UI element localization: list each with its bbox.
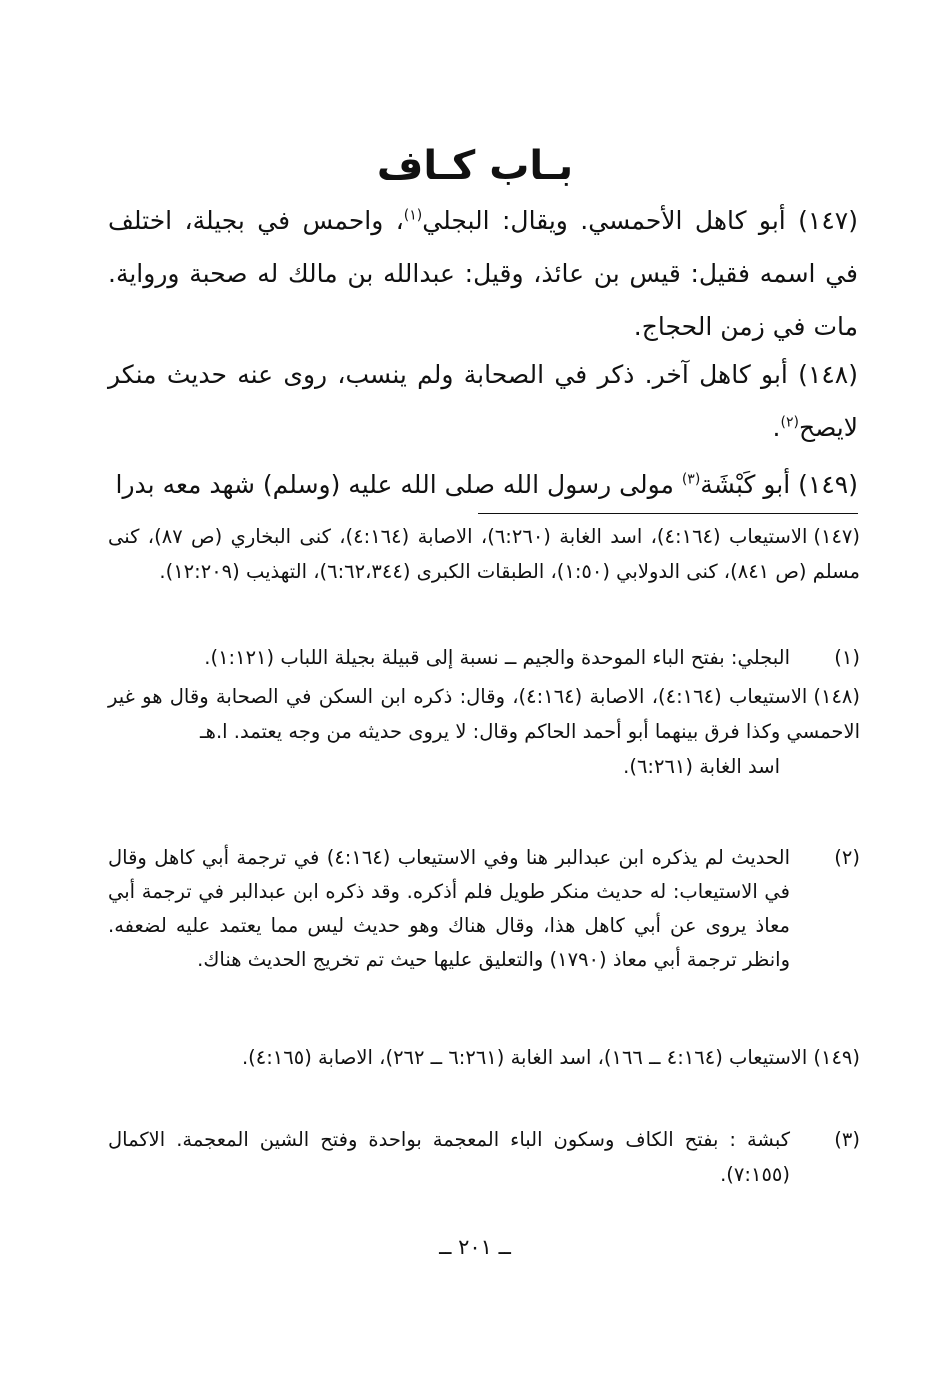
entry-number: (١٤٨)	[798, 360, 858, 389]
footnote-number: (٢)	[834, 846, 860, 869]
footnote-number: (١)	[834, 646, 860, 669]
entry-text: أبو كاهل آخر. ذكر في الصحابة ولم ينسب، روى عنه حديث منكر لايصح	[108, 360, 858, 442]
footnote-separator	[478, 513, 858, 514]
entry-text: أبو كاهل الأحمسي. ويقال: البجلي	[422, 206, 799, 235]
reference-text: الاستيعاب (٤:١٦٤ ــ ١٦٦)، اسد الغابة (٦:٢٦١ ــ ٢٦٢)، الاصابة (٤:١٦٥).	[241, 1046, 808, 1069]
footnote-text: البجلي: بفتح الباء الموحدة والجيم ــ نسبة إلى قبيلة بجيلة اللباب (١:١٢١).	[204, 646, 790, 669]
entry-text: ، واحمس في بجيلة، اختلف في اسمه فقيل: قيس بن عائذ، وقيل: عبدالله بن مالك له صحبة ورواية. مات في زمن الحجاج.	[108, 206, 858, 341]
reference-number: (١٤٨)	[813, 685, 860, 708]
reference-number: (١٤٩)	[813, 1046, 860, 1069]
footnote-marker: (٣)	[681, 471, 701, 488]
footnote-3	[108, 1122, 860, 1192]
entry-148	[108, 348, 858, 454]
footnote-2	[108, 841, 860, 977]
footnote-marker: (٢)	[780, 414, 799, 431]
page-number: ــ ٢٠١ ــ	[439, 1235, 511, 1259]
chapter-title: بـاب كـاف	[376, 143, 574, 189]
reference-149	[108, 1040, 860, 1075]
reference-148	[108, 679, 860, 784]
reference-text: الاستيعاب (٤:١٦٤)، الاصابة (٤:١٦٤)، وقال: ذكره ابن السكن في الصحابة وقال هو غير الاحمسي وكذا فرق بينهما أبو أحمد الحاكم وقال: لا يروى حديثه من وجه يعتمد. ا.هـ	[108, 685, 860, 743]
entry-text: أبو كَبْشَة	[700, 470, 799, 499]
reference-text: الاستيعاب (٤:١٦٤)، اسد الغابة (٦:٢٦٠)، الاصابة (٤:١٦٤)، كنى البخاري (ص ٨٧)، كنى مسلم (ص ٨٤١)، كنى الدولابي (١:٥٠)، الطبقات الكبرى (٦:٦٢،٣٤٤)، التهذيب (١٢:٢٠٩).	[108, 525, 860, 583]
entry-147	[108, 194, 858, 353]
reference-number: (١٤٧)	[813, 525, 860, 548]
footnote-1	[108, 640, 860, 675]
entry-149	[108, 458, 858, 511]
entry-number: (١٤٧)	[798, 206, 858, 235]
entry-number: (١٤٩)	[798, 470, 858, 499]
footnote-number: (٣)	[834, 1128, 860, 1151]
entry-text: مولى رسول الله صلى الله عليه (وسلم) شهد معه بدرا	[115, 470, 682, 499]
reference-147	[108, 519, 860, 589]
footnote-marker: (١)	[403, 207, 423, 224]
entry-text: .	[772, 413, 781, 442]
reference-extra: اسد الغابة (٦:٢٦١).	[623, 755, 780, 778]
footnote-text: كبشة : بفتح الكاف وسكون الباء المعجمة بواحدة وفتح الشين المعجمة. الاكمال (٧:١٥٥).	[108, 1128, 790, 1186]
footnote-text: الحديث لم يذكره ابن عبدالبر هنا وفي الاستيعاب (٤:١٦٤) في ترجمة أبي كاهل وقال في الاستيعاب: له حديث منكر طويل فلم أذكره. وقد ذكره ابن عبدالبر في ترجمة أبي معاذ يروى عن أبي كاهل هذا، وقال هناك وهو حديث ليس مما يعتمد عليه لضعفه. وانظر ترجمة أبي معاذ (١٧٩٠) والتعليق عليها حيث تم تخريج الحديث هناك.	[108, 846, 790, 971]
